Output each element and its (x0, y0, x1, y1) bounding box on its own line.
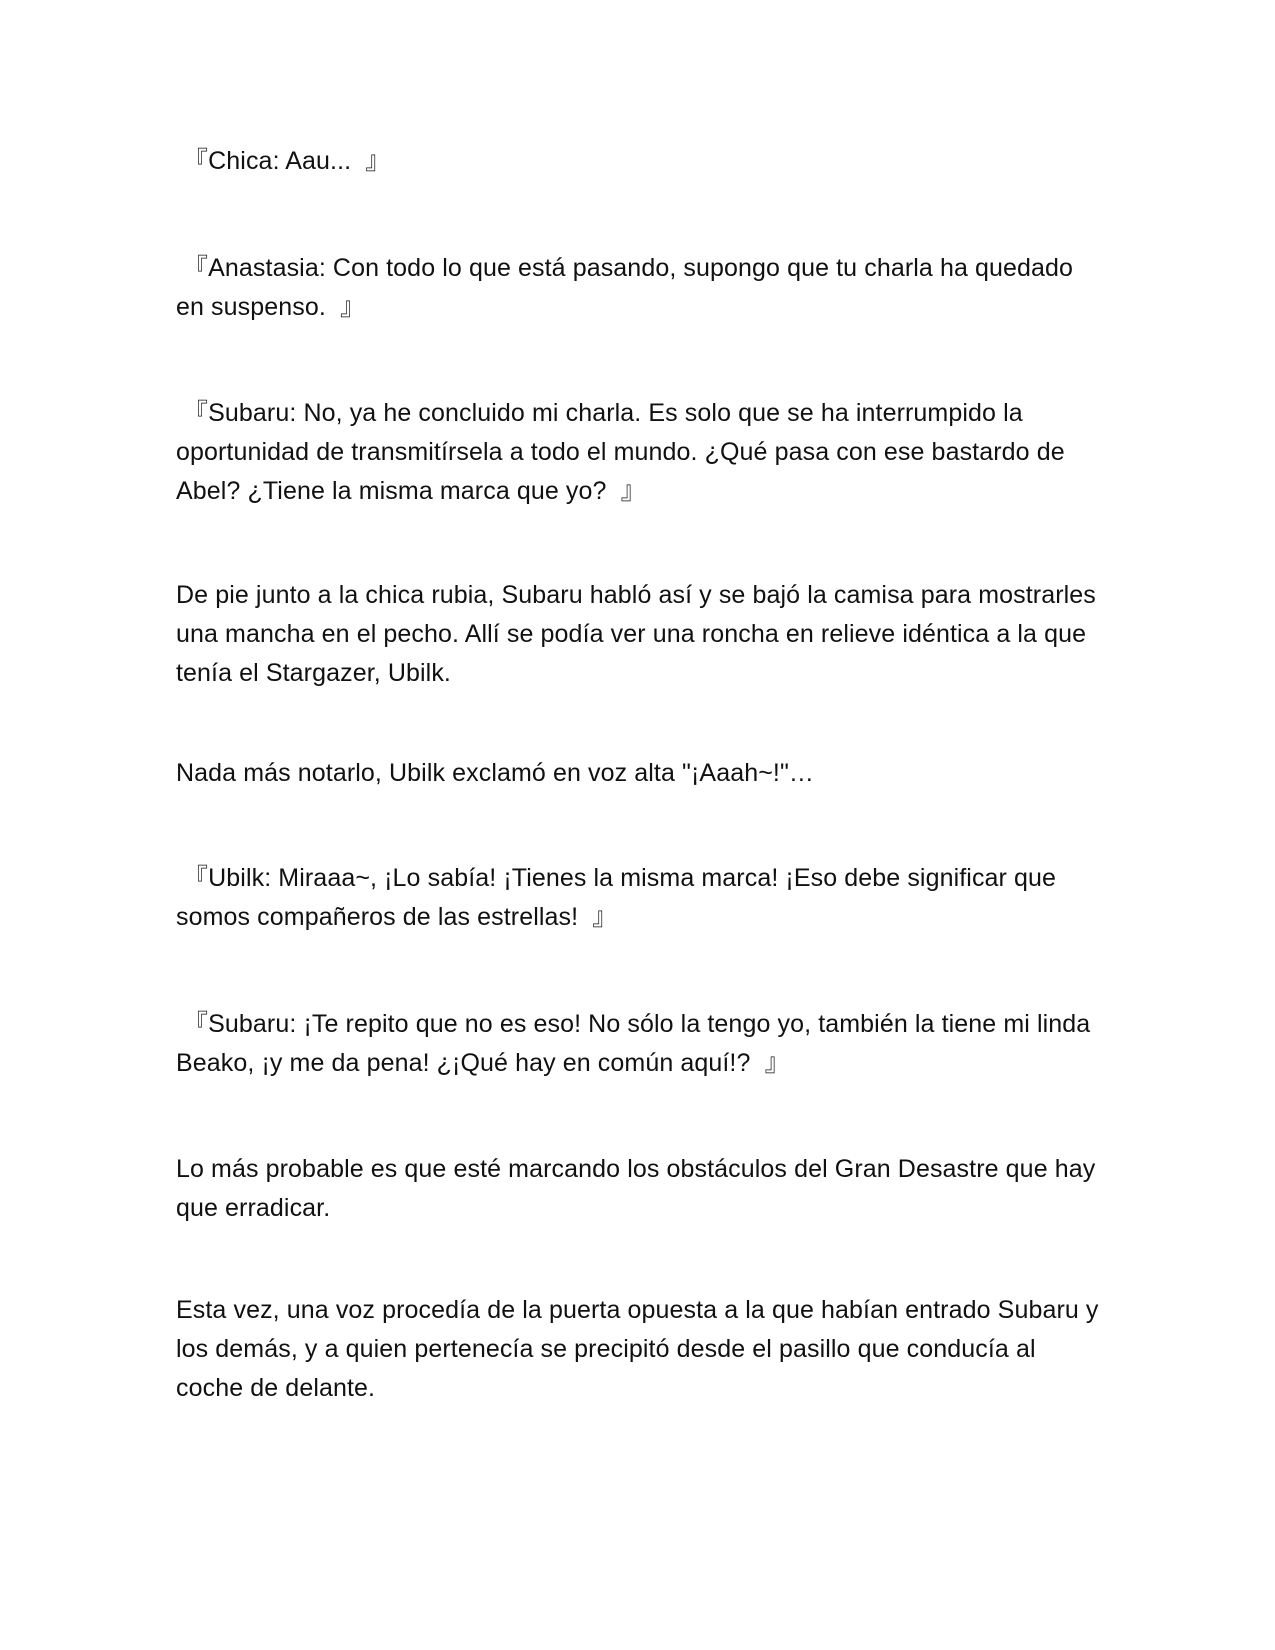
dialogue-subaru-1: 『Subaru: No, ya he concluido mi charla. Es solo que se ha interrumpido la oportunidad de transmitírsela a todo el mundo. ¿Qué pasa con ese bastardo de Abel? ¿Tiene la misma marca que yo? 』 (176, 399, 1071, 505)
narration-paragraph-4: Esta vez, una voz procedía de la puerta opuesta a la que habían entrado Subaru y los demás, y a quien pertenecía se precipitó desde el pasillo que conducía al coche de delante. (176, 1296, 1106, 1402)
dialogue-ubilk: 『Ubilk: Miraaa~, ¡Lo sabía! ¡Tienes la misma marca! ¡Eso debe significar que somos compañeros de las estrellas! 』 (176, 864, 1064, 931)
narration-paragraph-2: Nada más notarlo, Ubilk exclamó en voz alta "¡Aaah~!"… (176, 759, 815, 787)
dialogue-subaru-2: 『Subaru: ¡Te repito que no es eso! No sólo la tengo yo, también la tiene mi linda Beako, ¡y me da pena! ¿¡Qué hay en común aquí!? 』 (176, 1010, 1098, 1077)
narration-paragraph-1: De pie junto a la chica rubia, Subaru habló así y se bajó la camisa para mostrarles una mancha en el pecho. Allí se podía ver una roncha en relieve idéntica a la que tenía el Stargazer, Ubilk. (176, 581, 1103, 687)
narration-paragraph-3: Lo más probable es que esté marcando los obstáculos del Gran Desastre que hay que erradicar. (176, 1155, 1103, 1222)
dialogue-chica: 『Chica: Aau... 』 (176, 147, 391, 175)
dialogue-anastasia: 『Anastasia: Con todo lo que está pasando, supongo que tu charla ha quedado en suspenso. 』 (176, 254, 1081, 321)
